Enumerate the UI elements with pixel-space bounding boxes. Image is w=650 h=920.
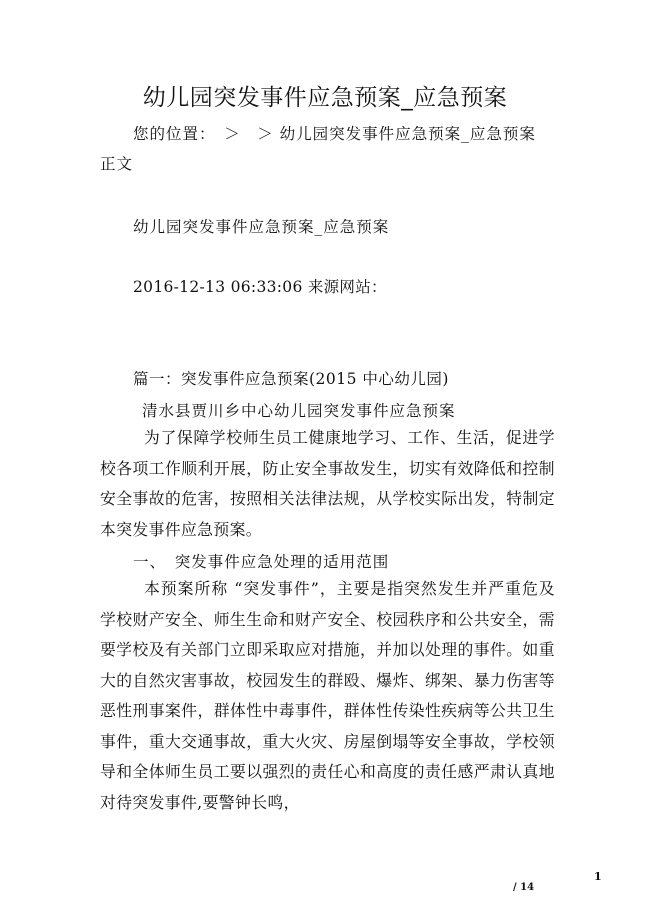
paragraph-scope: 本预案所称 “突发事件”，主要是指突然发生并严重危及学校财产安全、师生生命和财产安全、校园秩序和公共安全，需要学校及有关部门立即采取应对措施，并加以处理的事件。如重大的自然灾害事故，校园发生的群殴、爆炸、绑架、暴力伤害等恶性刑事案件，群体性中毒事件，群体性传染性疾病等公共卫生事件，重大交通事故，重大火灾、房屋倒塌等安全事故，学校领导和全体师生员工要以强烈的责任心和高度的责任感严肃认真地对待突发事件,要警钟长鸣，: [100, 579, 555, 812]
breadcrumb-continuation: 正文: [100, 155, 134, 173]
org-title: 清水县贾川乡中心幼儿园突发事件应急预案: [142, 402, 456, 420]
section-heading: 篇一：突发事件应急预案(2015 中心幼儿园): [133, 370, 449, 388]
breadcrumb: 您的位置： ＞ ＞ 幼儿园突发事件应急预案_应急预案: [133, 125, 536, 143]
page-number: 1: [594, 870, 602, 883]
heading-scope: 一、 突发事件应急处理的适用范围: [133, 553, 390, 571]
article-meta: 2016-12-13 06:33:06 来源网站：: [133, 278, 387, 296]
paragraph-intro: 为了保障学校师生员工健康地学习、工作、生活，促进学校各项工作顺利开展，防止安全事故发生，切实有效降低和控制安全事故的危害，按照相关法律法规，从学校实际出发，特制定本突发事件应急预案。: [100, 428, 555, 539]
document-title: 幼儿园突发事件应急预案_应急预案: [142, 85, 508, 111]
article-subtitle: 幼儿园突发事件应急预案_应急预案: [133, 218, 390, 236]
page-total: / 14: [513, 882, 535, 893]
